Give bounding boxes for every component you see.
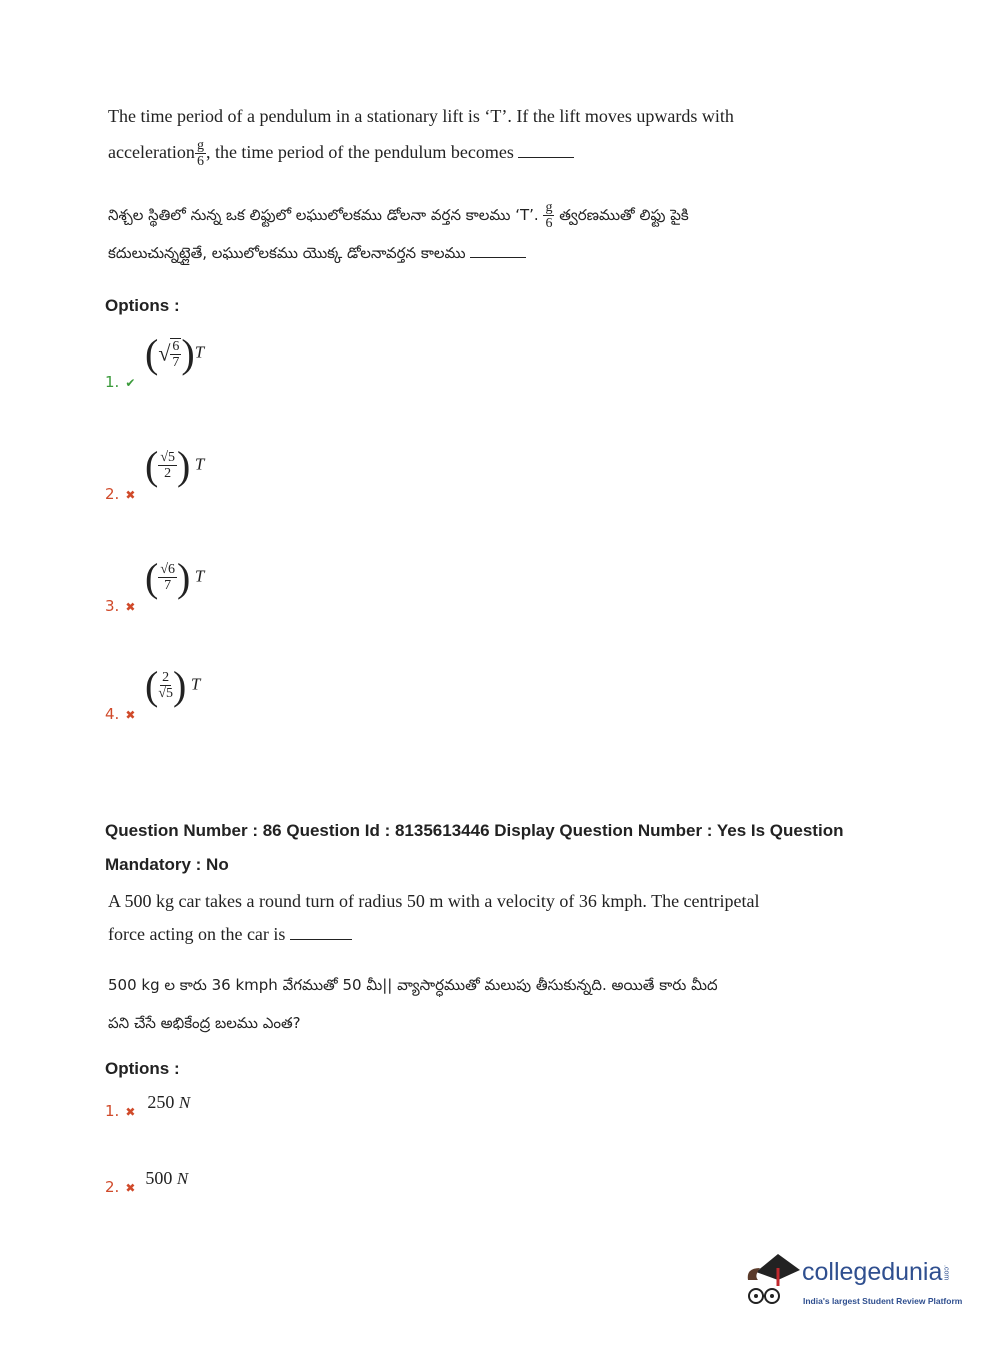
denominator: √5 bbox=[158, 686, 174, 701]
options-label: Options : bbox=[105, 1059, 180, 1078]
answer-blank bbox=[518, 157, 574, 158]
cross-icon: ✖ bbox=[125, 708, 136, 722]
paren: ) bbox=[181, 331, 195, 376]
option-number: 4. bbox=[105, 705, 120, 723]
q85-te-line2: కదులుచున్నట్లైతే, లఘులోలకము యొక్క డోలనావర్తన కాలము bbox=[108, 244, 466, 262]
options-label: Options : bbox=[105, 296, 180, 315]
q85-english bbox=[108, 98, 734, 170]
q86-en-line1: A 500 kg car takes a round turn of radius 50 m with a velocity of 36 kmph. The centripetal bbox=[108, 891, 760, 911]
q86-english bbox=[108, 885, 760, 951]
paren: ) bbox=[173, 663, 187, 708]
denominator: 6 bbox=[545, 216, 553, 231]
q86-te-line2: పని చేసే అభికేంద్ర బలము ఎంత? bbox=[108, 1014, 301, 1032]
q85-en-line1: The time period of a pendulum in a stationary lift is ‘T’. If the lift moves upwards with bbox=[108, 106, 734, 126]
cross-icon: ✖ bbox=[125, 1105, 136, 1119]
option-value: 500 bbox=[145, 1168, 173, 1188]
answer-blank bbox=[470, 257, 526, 258]
denominator: 6 bbox=[196, 154, 204, 170]
variable: T bbox=[190, 674, 201, 694]
text: , the time period of the pendulum becomes bbox=[205, 142, 514, 162]
numerator: g bbox=[196, 138, 204, 154]
paren: ( bbox=[145, 663, 159, 708]
q86-meta bbox=[105, 814, 843, 882]
denominator: 7 bbox=[172, 354, 180, 370]
check-icon: ✔ bbox=[125, 376, 136, 390]
logo-wordmark bbox=[802, 1258, 949, 1287]
numerator: √5 bbox=[160, 450, 176, 465]
fraction bbox=[158, 450, 177, 481]
denominator: 7 bbox=[164, 578, 172, 593]
numerator: √6 bbox=[160, 562, 176, 577]
fraction-g-6 bbox=[543, 200, 554, 231]
cross-icon: ✖ bbox=[125, 488, 136, 502]
logo-suffix: .com bbox=[942, 1264, 950, 1280]
text: acceleration bbox=[108, 142, 195, 162]
option-value: 250 bbox=[147, 1092, 175, 1112]
question-meta-line2: Mandatory : No bbox=[105, 855, 229, 874]
fraction bbox=[158, 562, 177, 593]
numerator: 2 bbox=[162, 670, 170, 685]
logo-name: collegedunia bbox=[802, 1258, 943, 1286]
answer-blank bbox=[290, 939, 352, 940]
option-number: 1. bbox=[105, 373, 120, 391]
paren: ( bbox=[145, 443, 159, 488]
q86-option-2 bbox=[105, 1168, 189, 1197]
q85-telugu bbox=[108, 196, 689, 272]
sqrt-icon: √ bbox=[158, 340, 171, 366]
option-number: 2. bbox=[105, 485, 120, 503]
cross-icon: ✖ bbox=[125, 600, 136, 614]
q86-te-line1: 500 kg ల కారు 36 kmph వేగముతో 50 మీ|| వ్యాసార్ధముతో మలుపు తీసుకున్నది. అయితే కారు మీద bbox=[108, 976, 718, 994]
option-number: 1. bbox=[105, 1102, 120, 1120]
paren: ) bbox=[177, 443, 191, 488]
q85-te-line1 bbox=[108, 196, 689, 234]
option-number: 3. bbox=[105, 597, 120, 615]
text: త్వరణముతో లిఫ్టు పైకి bbox=[559, 206, 689, 224]
fraction bbox=[158, 670, 173, 701]
fraction bbox=[170, 338, 181, 370]
fraction-g-6 bbox=[195, 138, 206, 169]
q85-en-line2 bbox=[108, 134, 734, 170]
variable: T bbox=[194, 342, 205, 362]
denominator: 2 bbox=[164, 466, 172, 481]
q86-en-line2: force acting on the car is bbox=[108, 924, 286, 944]
variable: T bbox=[194, 454, 205, 474]
q86-telugu bbox=[108, 966, 718, 1042]
cross-icon: ✖ bbox=[125, 1181, 136, 1195]
paren: ( bbox=[145, 331, 159, 376]
mascot-icon bbox=[742, 1250, 802, 1318]
numerator: 6 bbox=[172, 338, 180, 354]
question-meta-line1: Question Number : 86 Question Id : 8135613446 Display Question Number : Yes Is Question bbox=[105, 821, 844, 840]
text: నిశ్చల స్థితిలో నున్న ఒక లిఫ్టులో లఘులోలకము డోలనా వర్తన కాలము ‘T’. bbox=[108, 206, 539, 224]
q86-option-1 bbox=[105, 1092, 191, 1121]
variable: T bbox=[194, 566, 205, 586]
paren: ( bbox=[145, 555, 159, 600]
collegedunia-logo bbox=[742, 1250, 982, 1320]
option-unit: N bbox=[178, 1093, 191, 1112]
option-unit: N bbox=[176, 1169, 189, 1188]
paren: ) bbox=[177, 555, 191, 600]
numerator: g bbox=[545, 200, 553, 215]
option-number: 2. bbox=[105, 1178, 120, 1196]
logo-tagline: India's largest Student Review Platform bbox=[803, 1296, 963, 1306]
